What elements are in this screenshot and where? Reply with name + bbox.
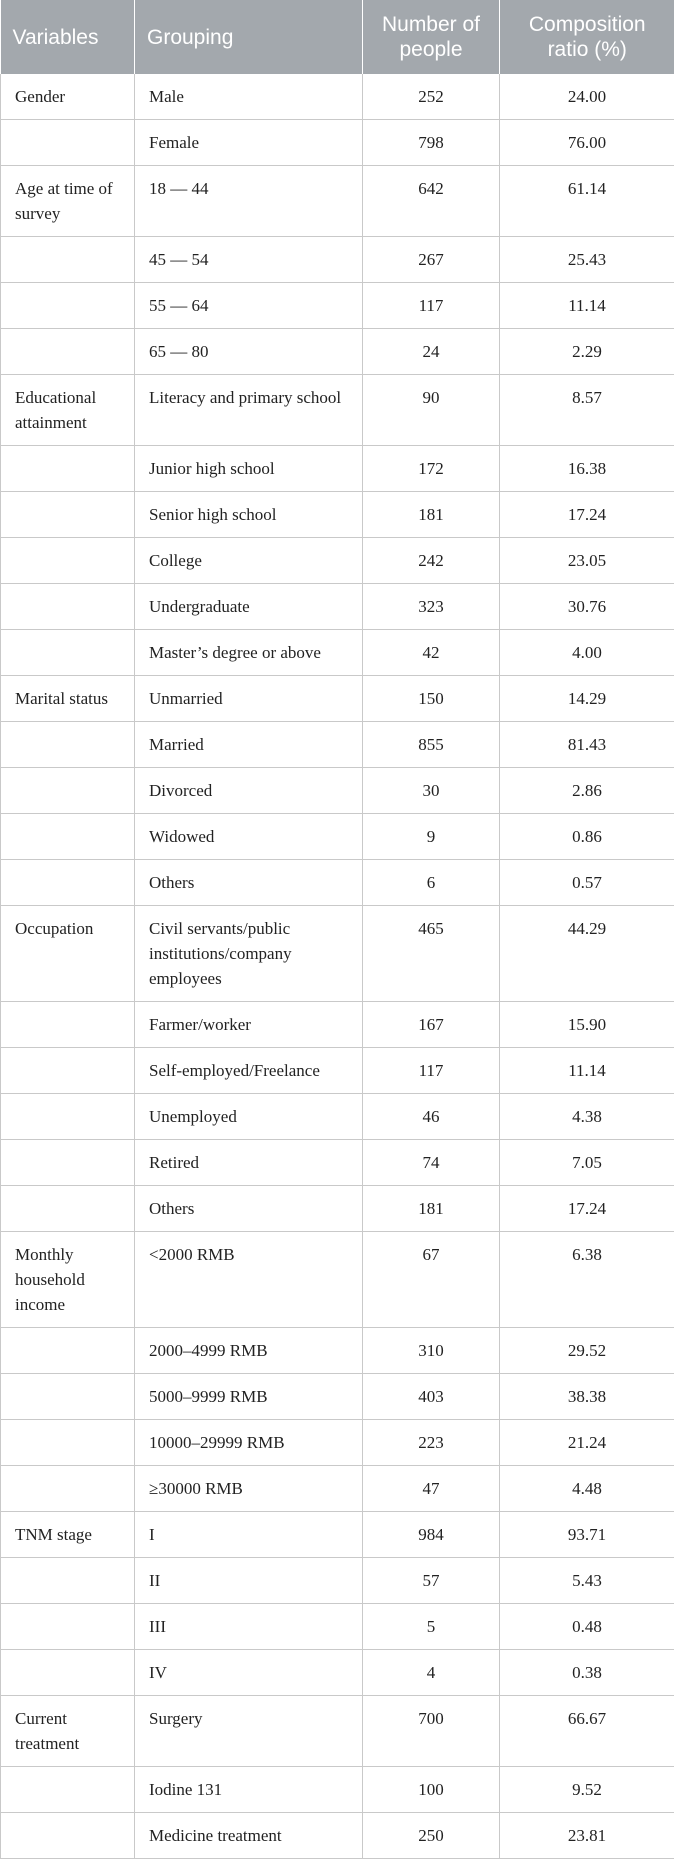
number-of-people-cell: 74 (363, 1140, 500, 1186)
number-of-people-cell: 90 (363, 375, 500, 446)
number-of-people-cell: 267 (363, 237, 500, 283)
composition-ratio-cell: 93.71 (500, 1512, 674, 1558)
variable-cell: Current treatment (1, 1696, 135, 1767)
table-row (1, 1604, 674, 1650)
header-variables: Variables (1, 0, 135, 74)
grouping-cell: ≥30000 RMB (135, 1466, 363, 1512)
table-row (1, 1696, 674, 1767)
composition-ratio-cell: 8.57 (500, 375, 674, 446)
composition-ratio-cell: 11.14 (500, 283, 674, 329)
grouping-cell: 10000–29999 RMB (135, 1420, 363, 1466)
variable-cell: Marital status (1, 676, 135, 722)
table-row (1, 1558, 674, 1604)
composition-ratio-cell: 0.57 (500, 860, 674, 906)
composition-ratio-cell: 25.43 (500, 237, 674, 283)
number-of-people-cell: 252 (363, 74, 500, 120)
composition-ratio-cell: 44.29 (500, 906, 674, 1002)
variable-cell: Educational attainment (1, 375, 135, 446)
grouping-cell: College (135, 538, 363, 584)
table-row (1, 1002, 674, 1048)
grouping-cell: Married (135, 722, 363, 768)
grouping-cell: Female (135, 120, 363, 166)
number-of-people-cell: 47 (363, 1466, 500, 1512)
number-of-people-cell: 323 (363, 584, 500, 630)
grouping-cell: Farmer/worker (135, 1002, 363, 1048)
table-row (1, 446, 674, 492)
grouping-cell: 5000–9999 RMB (135, 1374, 363, 1420)
variable-cell (1, 283, 135, 329)
grouping-cell: Senior high school (135, 492, 363, 538)
composition-ratio-cell: 29.52 (500, 1328, 674, 1374)
composition-ratio-cell: 2.29 (500, 329, 674, 375)
table-row (1, 166, 674, 237)
number-of-people-cell: 855 (363, 722, 500, 768)
grouping-cell: 18 — 44 (135, 166, 363, 237)
number-of-people-cell: 181 (363, 1186, 500, 1232)
table-row (1, 329, 674, 375)
variable-cell (1, 722, 135, 768)
variable-cell (1, 1604, 135, 1650)
number-of-people-cell: 984 (363, 1512, 500, 1558)
table-row (1, 1048, 674, 1094)
number-of-people-cell: 403 (363, 1374, 500, 1420)
variable-cell (1, 1767, 135, 1813)
composition-ratio-cell: 9.52 (500, 1767, 674, 1813)
variable-cell (1, 1420, 135, 1466)
variable-cell (1, 1813, 135, 1859)
composition-ratio-cell: 14.29 (500, 676, 674, 722)
variable-cell (1, 120, 135, 166)
table-row (1, 492, 674, 538)
number-of-people-cell: 250 (363, 1813, 500, 1859)
composition-ratio-cell: 76.00 (500, 120, 674, 166)
composition-ratio-cell: 11.14 (500, 1048, 674, 1094)
composition-ratio-cell: 0.48 (500, 1604, 674, 1650)
grouping-cell: 2000–4999 RMB (135, 1328, 363, 1374)
variable-cell (1, 492, 135, 538)
composition-ratio-cell: 2.86 (500, 768, 674, 814)
composition-ratio-cell: 17.24 (500, 492, 674, 538)
grouping-cell: Divorced (135, 768, 363, 814)
table-header (1, 0, 674, 74)
grouping-cell: Iodine 131 (135, 1767, 363, 1813)
variable-cell (1, 630, 135, 676)
composition-ratio-cell: 6.38 (500, 1232, 674, 1328)
variable-cell (1, 1002, 135, 1048)
grouping-cell: 55 — 64 (135, 283, 363, 329)
table-row (1, 1650, 674, 1696)
grouping-cell: Medicine treatment (135, 1813, 363, 1859)
table-row (1, 768, 674, 814)
variable-cell (1, 584, 135, 630)
variable-cell (1, 1328, 135, 1374)
grouping-cell: Others (135, 860, 363, 906)
composition-ratio-cell: 15.90 (500, 1002, 674, 1048)
number-of-people-cell: 172 (363, 446, 500, 492)
variable-cell (1, 1374, 135, 1420)
table-row (1, 1420, 674, 1466)
table-row (1, 1328, 674, 1374)
table-row (1, 1140, 674, 1186)
number-of-people-cell: 5 (363, 1604, 500, 1650)
number-of-people-cell: 4 (363, 1650, 500, 1696)
number-of-people-cell: 24 (363, 329, 500, 375)
table-row (1, 1813, 674, 1859)
composition-ratio-cell: 81.43 (500, 722, 674, 768)
table-row (1, 375, 674, 446)
variable-cell (1, 814, 135, 860)
number-of-people-cell: 150 (363, 676, 500, 722)
composition-ratio-cell: 0.38 (500, 1650, 674, 1696)
number-of-people-cell: 700 (363, 1696, 500, 1767)
grouping-cell: Self-employed/Freelance (135, 1048, 363, 1094)
number-of-people-cell: 181 (363, 492, 500, 538)
header-grouping: Grouping (135, 0, 363, 74)
variable-cell (1, 1650, 135, 1696)
composition-ratio-cell: 17.24 (500, 1186, 674, 1232)
composition-ratio-cell: 24.00 (500, 74, 674, 120)
table-row (1, 1094, 674, 1140)
table-row (1, 1186, 674, 1232)
composition-ratio-cell: 7.05 (500, 1140, 674, 1186)
grouping-cell: I (135, 1512, 363, 1558)
number-of-people-cell: 167 (363, 1002, 500, 1048)
composition-ratio-cell: 4.48 (500, 1466, 674, 1512)
grouping-cell: Junior high school (135, 446, 363, 492)
grouping-cell: Unmarried (135, 676, 363, 722)
variable-cell (1, 768, 135, 814)
grouping-cell: II (135, 1558, 363, 1604)
composition-ratio-cell: 23.05 (500, 538, 674, 584)
composition-ratio-cell: 21.24 (500, 1420, 674, 1466)
grouping-cell: Master’s degree or above (135, 630, 363, 676)
number-of-people-cell: 465 (363, 906, 500, 1002)
variable-cell: Gender (1, 74, 135, 120)
variable-cell (1, 860, 135, 906)
grouping-cell: Unemployed (135, 1094, 363, 1140)
variable-cell (1, 538, 135, 584)
variable-cell: TNM stage (1, 1512, 135, 1558)
number-of-people-cell: 67 (363, 1232, 500, 1328)
composition-ratio-cell: 66.67 (500, 1696, 674, 1767)
table-row (1, 237, 674, 283)
table-row (1, 538, 674, 584)
number-of-people-cell: 46 (363, 1094, 500, 1140)
table-row (1, 906, 674, 1002)
variable-cell (1, 1094, 135, 1140)
composition-ratio-cell: 4.00 (500, 630, 674, 676)
variable-cell: Monthly household income (1, 1232, 135, 1328)
table-row (1, 584, 674, 630)
table-body (1, 74, 674, 1859)
variable-cell (1, 1466, 135, 1512)
variable-cell (1, 329, 135, 375)
table-row (1, 1466, 674, 1512)
grouping-cell: Widowed (135, 814, 363, 860)
variable-cell (1, 237, 135, 283)
grouping-cell: Male (135, 74, 363, 120)
composition-ratio-cell: 0.86 (500, 814, 674, 860)
number-of-people-cell: 6 (363, 860, 500, 906)
table-row (1, 283, 674, 329)
composition-ratio-cell: 30.76 (500, 584, 674, 630)
number-of-people-cell: 57 (363, 1558, 500, 1604)
variable-cell: Age at time of survey (1, 166, 135, 237)
number-of-people-cell: 223 (363, 1420, 500, 1466)
table-row (1, 814, 674, 860)
number-of-people-cell: 310 (363, 1328, 500, 1374)
number-of-people-cell: 798 (363, 120, 500, 166)
number-of-people-cell: 30 (363, 768, 500, 814)
composition-ratio-cell: 61.14 (500, 166, 674, 237)
grouping-cell: Retired (135, 1140, 363, 1186)
grouping-cell: Civil servants/public institutions/company employees (135, 906, 363, 1002)
table-row (1, 676, 674, 722)
table-row (1, 120, 674, 166)
table-row (1, 722, 674, 768)
table-row (1, 74, 674, 120)
variable-cell: Occupation (1, 906, 135, 1002)
number-of-people-cell: 100 (363, 1767, 500, 1813)
variable-cell (1, 1558, 135, 1604)
table-row (1, 1374, 674, 1420)
composition-ratio-cell: 5.43 (500, 1558, 674, 1604)
header-number-of-people: Number of people (363, 0, 500, 74)
grouping-cell: Literacy and primary school (135, 375, 363, 446)
composition-ratio-cell: 4.38 (500, 1094, 674, 1140)
header-composition-ratio: Composition ratio (%) (500, 0, 674, 74)
number-of-people-cell: 242 (363, 538, 500, 584)
variable-cell (1, 1048, 135, 1094)
grouping-cell: Undergraduate (135, 584, 363, 630)
grouping-cell: Others (135, 1186, 363, 1232)
grouping-cell: Surgery (135, 1696, 363, 1767)
table-row (1, 860, 674, 906)
composition-ratio-cell: 38.38 (500, 1374, 674, 1420)
header-row (1, 0, 674, 74)
composition-ratio-cell: 23.81 (500, 1813, 674, 1859)
number-of-people-cell: 42 (363, 630, 500, 676)
table-row (1, 1512, 674, 1558)
table-row (1, 1232, 674, 1328)
number-of-people-cell: 642 (363, 166, 500, 237)
number-of-people-cell: 117 (363, 1048, 500, 1094)
variable-cell (1, 1186, 135, 1232)
variable-cell (1, 446, 135, 492)
number-of-people-cell: 9 (363, 814, 500, 860)
grouping-cell: 65 — 80 (135, 329, 363, 375)
composition-ratio-cell: 16.38 (500, 446, 674, 492)
grouping-cell: 45 — 54 (135, 237, 363, 283)
number-of-people-cell: 117 (363, 283, 500, 329)
table-row (1, 630, 674, 676)
table-row (1, 1767, 674, 1813)
grouping-cell: III (135, 1604, 363, 1650)
grouping-cell: <2000 RMB (135, 1232, 363, 1328)
grouping-cell: IV (135, 1650, 363, 1696)
variable-cell (1, 1140, 135, 1186)
